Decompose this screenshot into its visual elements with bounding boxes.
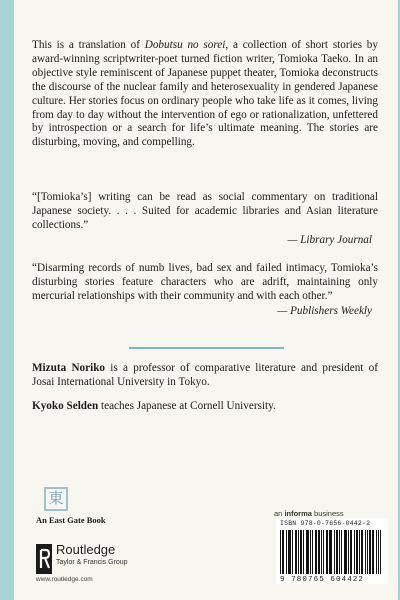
review-source: — Publishers Weekly	[277, 304, 372, 317]
barcode-bar	[316, 530, 317, 574]
barcode-bar	[306, 530, 307, 574]
author-bio-translator-1	[32, 362, 378, 390]
barcode-bar	[341, 530, 342, 574]
bio-text: is a professor of comparative literature and president of Josai International University in Tokyo.	[32, 362, 378, 388]
informa-pre: an	[274, 509, 285, 518]
barcode-bar	[369, 530, 370, 574]
barcode-bar	[303, 530, 304, 574]
barcode-bar	[336, 530, 337, 574]
barcode-bar	[362, 530, 363, 574]
isbn-text: ISBN 978-0-7656-0442-2	[280, 520, 371, 527]
barcode-bar	[348, 530, 349, 574]
barcode-bar	[296, 530, 297, 574]
barcode-bar	[359, 530, 360, 574]
blurb-pre: This is a translation of	[32, 39, 145, 51]
barcode-number: 9 780765 604422	[280, 576, 365, 584]
barcode-bar	[345, 530, 346, 574]
author-bio-translator-2	[32, 400, 378, 414]
barcode-bar	[367, 530, 368, 574]
barcode-bar	[357, 530, 358, 574]
east-gate-logo-icon	[44, 487, 68, 511]
barcode-bar	[310, 530, 311, 574]
imprint-label: An East Gate Book	[36, 515, 106, 525]
barcode-bar	[372, 530, 373, 574]
barcode-bar	[307, 530, 308, 574]
barcode-bar	[312, 530, 313, 574]
review-publishers-weekly	[32, 262, 378, 319]
barcode-bar	[329, 530, 330, 574]
barcode-bar	[337, 530, 338, 574]
barcode-bar	[319, 530, 320, 574]
publisher-name: Routledge	[56, 542, 116, 557]
barcode-bar	[376, 530, 377, 574]
routledge-logo-icon	[36, 544, 52, 574]
barcode-bar	[365, 530, 366, 574]
bio-name: Mizuta Noriko	[32, 362, 106, 374]
barcode-bar	[361, 530, 362, 574]
barcode-bar	[378, 530, 379, 574]
barcode-bar	[370, 530, 371, 574]
barcode-bar	[344, 530, 345, 574]
barcode-bar	[292, 530, 293, 574]
barcode-bar	[289, 530, 290, 574]
barcode-bar	[280, 530, 281, 574]
informa-post: business	[311, 509, 344, 518]
review-library-journal	[32, 191, 378, 248]
barcode-bar	[283, 530, 284, 574]
barcode-bar	[330, 530, 331, 574]
bio-text: teaches Japanese at Cornell University.	[98, 400, 276, 412]
section-divider	[129, 347, 284, 349]
east-gate-logo-glyph: 東	[48, 490, 64, 507]
barcode-bar	[346, 530, 347, 574]
barcode-bar	[373, 530, 374, 574]
review-source: — Library Journal	[287, 233, 372, 246]
barcode-bar	[318, 530, 319, 574]
barcode-bar	[301, 530, 302, 574]
barcode-bar	[334, 530, 335, 574]
review-quote: “Disarming records of numb lives, bad sex and failed intimacy, Tomioka’s disturbing stories feature characters who are adrift, maintaining only mercurial relationships with their community and with each other.”	[32, 262, 378, 302]
barcode-bar	[331, 530, 332, 574]
book-title-italic: Dobutsu no sorei	[144, 39, 226, 51]
barcode-bar	[354, 530, 355, 574]
barcode-bar	[288, 530, 289, 574]
barcode-bar	[300, 530, 301, 574]
barcode-bar	[282, 530, 283, 574]
barcode-bar	[323, 530, 324, 574]
informa-bold: informa	[284, 509, 312, 518]
review-quote: “[Tomioka’s] writing can be read as social commentary on traditional Japanese society. . . . Suited for academic libraries and Asian literature collections.”	[32, 191, 378, 231]
barcode-bar	[350, 530, 351, 574]
barcode-bar	[326, 530, 327, 574]
book-description	[32, 39, 378, 150]
blurb-post: , a collection of short stories by award-winning scriptwriter-poet turned fiction writer, Tomioka Taeko. In an objective style reminiscent of Japanese puppet theater, Tomioka deconstructs the discourse of the nuclear family and heterosexuality in gendered Japanese culture. Her stories focus on ordinary people who take life as it comes, living from day to day without the intervention of ego or rationalization, unfettered by introspection or a search for life’s ultimate meaning. The stories are disturbing, moving, and compelling.	[32, 39, 378, 149]
barcode-bar	[356, 530, 357, 574]
barcode-bar	[321, 530, 322, 574]
barcode-icon	[278, 530, 386, 576]
publisher-group: Taylor & Francis Group	[56, 559, 128, 566]
barcode-bar	[380, 530, 381, 574]
barcode-bar	[286, 530, 287, 574]
informa-business-label	[274, 509, 344, 518]
barcode-bar	[339, 530, 340, 574]
barcode-bar	[351, 530, 352, 574]
barcode-bar	[298, 530, 299, 574]
barcode-bar	[327, 530, 328, 574]
barcode-bar	[308, 530, 309, 574]
barcode-bar	[290, 530, 291, 574]
barcode-bar	[315, 530, 316, 574]
barcode-bar	[295, 530, 296, 574]
publisher-url: www.routledge.com	[36, 576, 93, 583]
bio-name: Kyoko Selden	[32, 400, 99, 412]
back-cover	[14, 0, 398, 600]
